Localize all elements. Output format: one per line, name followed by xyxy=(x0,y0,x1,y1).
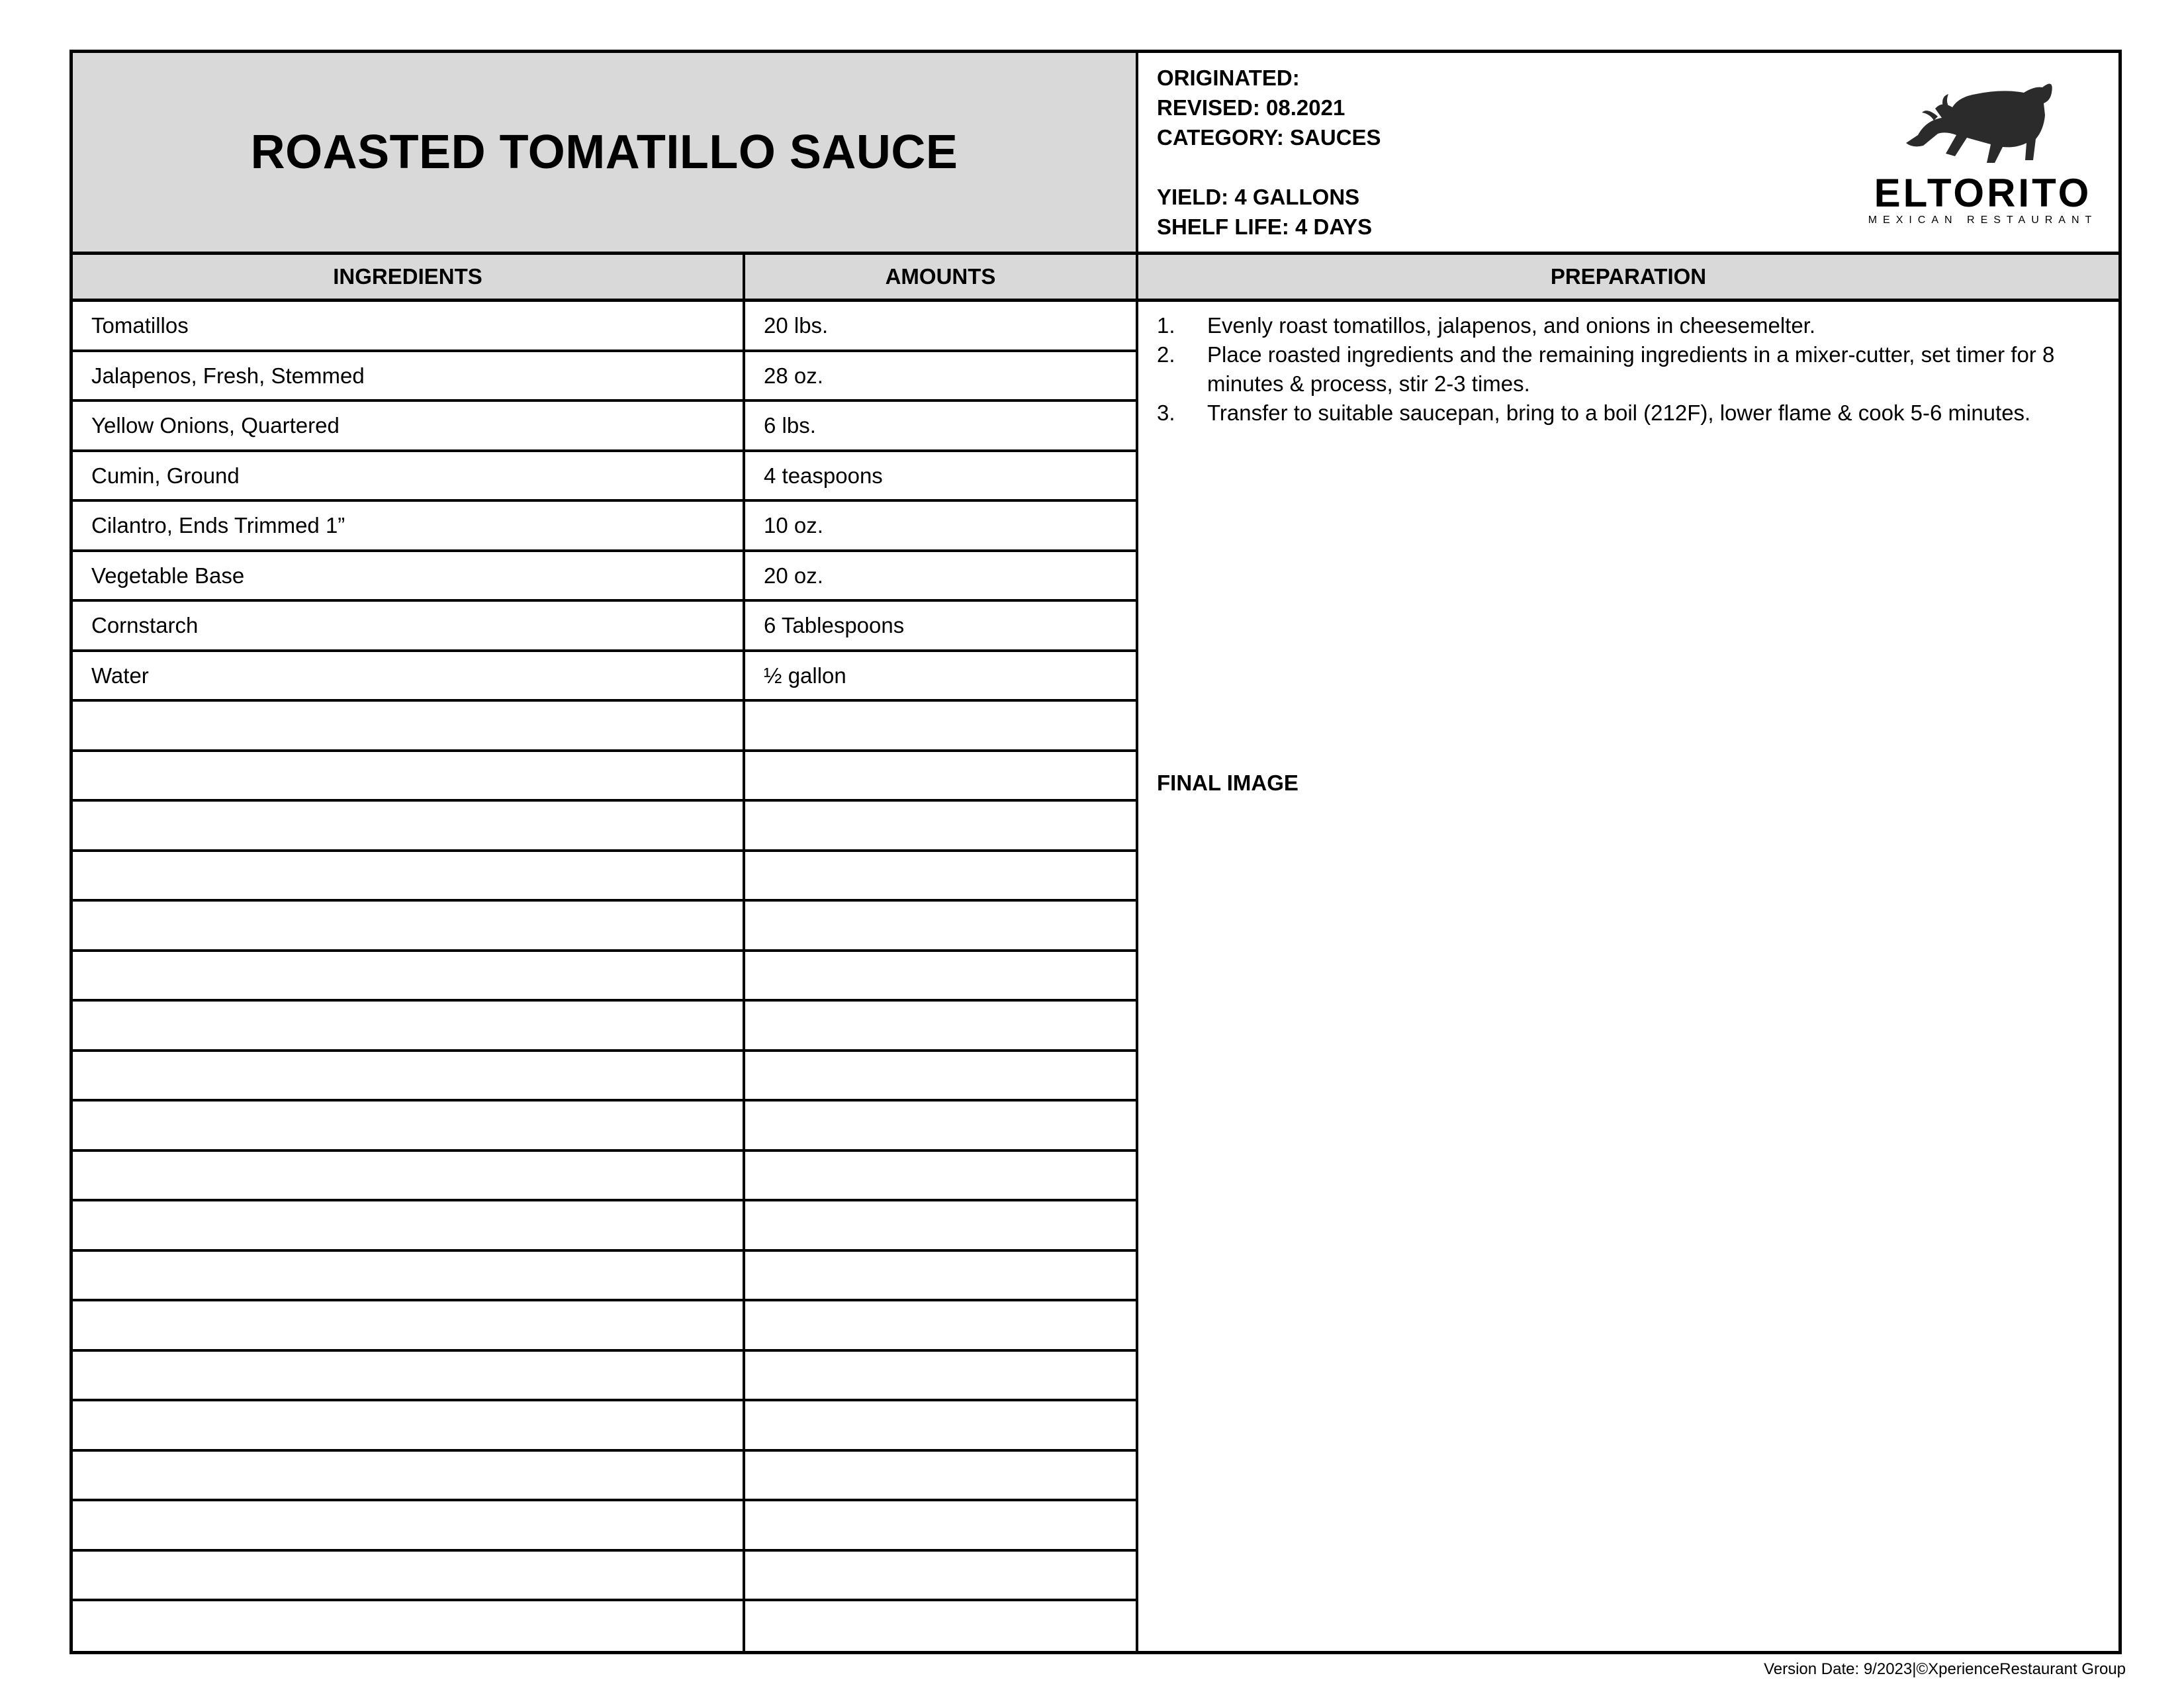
table-row xyxy=(73,1601,1138,1652)
table-row xyxy=(73,1002,1138,1052)
ingredient-amount xyxy=(745,1401,1138,1449)
ingredient-amount xyxy=(745,1152,1138,1199)
preparation-section xyxy=(1138,302,2118,1651)
ingredient-amount: 20 lbs. xyxy=(745,302,1138,350)
table-row xyxy=(73,1152,1138,1202)
ingredient-amount xyxy=(745,702,1138,749)
table-row xyxy=(73,902,1138,952)
ingredient-amount xyxy=(745,1601,1138,1652)
table-row xyxy=(73,752,1138,802)
preparation-step xyxy=(1157,399,2097,428)
table-row xyxy=(73,802,1138,852)
ingredient-name: Water xyxy=(73,652,745,700)
ingredient-name xyxy=(73,1601,745,1652)
step-text: Evenly roast tomatillos, jalapenos, and onions in cheesemelter. xyxy=(1207,313,1816,338)
ingredient-name xyxy=(73,752,745,800)
ingredient-amount xyxy=(745,1002,1138,1049)
step-text: Transfer to suitable saucepan, bring to a boil (212F), lower flame & cook 5-6 minutes. xyxy=(1207,400,2031,425)
preparation-steps xyxy=(1157,311,2097,428)
table-row xyxy=(73,1501,1138,1552)
yield-line: YIELD: 4 GALLONS xyxy=(1157,185,1360,209)
ingredient-name xyxy=(73,802,745,849)
brand-tagline: MEXICAN RESTAURANT xyxy=(1868,214,2098,226)
ingredient-name xyxy=(73,952,745,1000)
ingredient-name xyxy=(73,1201,745,1249)
ingredient-name xyxy=(73,1352,745,1399)
preparation-step xyxy=(1157,311,2097,340)
ingredient-amount: 4 teaspoons xyxy=(745,452,1138,500)
table-row xyxy=(73,1252,1138,1302)
ingredient-amount xyxy=(745,852,1138,900)
recipe-meta xyxy=(1138,53,2122,252)
ingredient-name: Tomatillos xyxy=(73,302,745,350)
step-text: Place roasted ingredients and the remaining ingredients in a mixer-cutter, set timer for 8 minutes & process, stir 2-3 times. xyxy=(1207,342,2055,396)
category-line: CATEGORY: SAUCES xyxy=(1157,125,1381,150)
table-row xyxy=(73,1552,1138,1602)
ingredient-name xyxy=(73,702,745,749)
table-row xyxy=(73,1301,1138,1352)
ingredient-name: Cilantro, Ends Trimmed 1” xyxy=(73,502,745,549)
ingredient-amount xyxy=(745,1252,1138,1299)
bull-icon xyxy=(1903,74,2062,167)
ingredient-amount xyxy=(745,752,1138,800)
revised-line: REVISED: 08.2021 xyxy=(1157,95,1345,120)
step-number: 1. xyxy=(1157,313,1175,338)
ingredient-amount xyxy=(745,902,1138,949)
ingredient-name xyxy=(73,1501,745,1549)
ingredient-amount: ½ gallon xyxy=(745,652,1138,700)
ingredient-amount xyxy=(745,1552,1138,1599)
table-row xyxy=(73,502,1138,552)
brand-name: ELTORITO xyxy=(1874,171,2092,215)
final-image-label: FINAL IMAGE xyxy=(1157,771,1298,795)
ingredient-name xyxy=(73,902,745,949)
column-header-row xyxy=(73,252,2118,302)
ingredient-name xyxy=(73,852,745,900)
ingredient-name xyxy=(73,1152,745,1199)
ingredient-amount xyxy=(745,1301,1138,1349)
ingredient-name xyxy=(73,1252,745,1299)
originated-line: ORIGINATED: xyxy=(1157,66,1300,90)
table-row xyxy=(73,1201,1138,1252)
table-row xyxy=(73,652,1138,702)
recipe-title: ROASTED TOMATILLO SAUCE xyxy=(250,126,958,179)
ingredient-amount xyxy=(745,1501,1138,1549)
step-number: 2. xyxy=(1157,342,1175,367)
ingredient-name: Yellow Onions, Quartered xyxy=(73,402,745,449)
table-row xyxy=(73,302,1138,352)
table-row xyxy=(73,1401,1138,1452)
ingredient-name xyxy=(73,1102,745,1149)
preparation-header: PREPARATION xyxy=(1550,264,1707,289)
ingredient-amount: 10 oz. xyxy=(745,502,1138,549)
ingredients-header: INGREDIENTS xyxy=(73,255,745,299)
ingredient-name: Cumin, Ground xyxy=(73,452,745,500)
ingredient-amount xyxy=(745,1102,1138,1149)
ingredient-name: Cornstarch xyxy=(73,602,745,649)
ingredient-amount xyxy=(745,1052,1138,1100)
table-row xyxy=(73,1052,1138,1102)
version-footer: Version Date: 9/2023|©XperienceRestaurant Group xyxy=(1764,1660,2126,1678)
title-cell xyxy=(73,53,1138,252)
table-row xyxy=(73,352,1138,402)
table-row xyxy=(73,402,1138,452)
table-row xyxy=(73,1352,1138,1402)
table-row xyxy=(73,1102,1138,1152)
ingredient-name: Vegetable Base xyxy=(73,552,745,600)
ingredient-amount: 28 oz. xyxy=(745,352,1138,400)
ingredient-name: Jalapenos, Fresh, Stemmed xyxy=(73,352,745,400)
table-row xyxy=(73,702,1138,752)
preparation-step xyxy=(1157,340,2097,399)
ingredient-amount xyxy=(745,802,1138,849)
step-number: 3. xyxy=(1157,400,1175,425)
table-row xyxy=(73,452,1138,502)
table-row xyxy=(73,852,1138,902)
amounts-header: AMOUNTS xyxy=(745,255,1138,299)
ingredient-name xyxy=(73,1401,745,1449)
ingredient-name xyxy=(73,1002,745,1049)
ingredient-amount xyxy=(745,952,1138,1000)
ingredient-name xyxy=(73,1301,745,1349)
recipe-card xyxy=(69,50,2122,1654)
ingredient-amount xyxy=(745,1201,1138,1249)
table-row xyxy=(73,602,1138,652)
ingredient-amount: 6 Tablespoons xyxy=(745,602,1138,649)
ingredient-amount: 20 oz. xyxy=(745,552,1138,600)
table-row xyxy=(73,552,1138,602)
ingredient-name xyxy=(73,1452,745,1499)
table-row xyxy=(73,952,1138,1002)
el-torito-logo xyxy=(1864,74,2102,226)
ingredient-name xyxy=(73,1552,745,1599)
ingredient-amount xyxy=(745,1352,1138,1399)
ingredient-name xyxy=(73,1052,745,1100)
ingredient-amount: 6 lbs. xyxy=(745,402,1138,449)
shelf-life-line: SHELF LIFE: 4 DAYS xyxy=(1157,214,1373,239)
ingredient-amount xyxy=(745,1452,1138,1499)
table-row xyxy=(73,1452,1138,1502)
ingredient-table xyxy=(73,302,1138,1652)
